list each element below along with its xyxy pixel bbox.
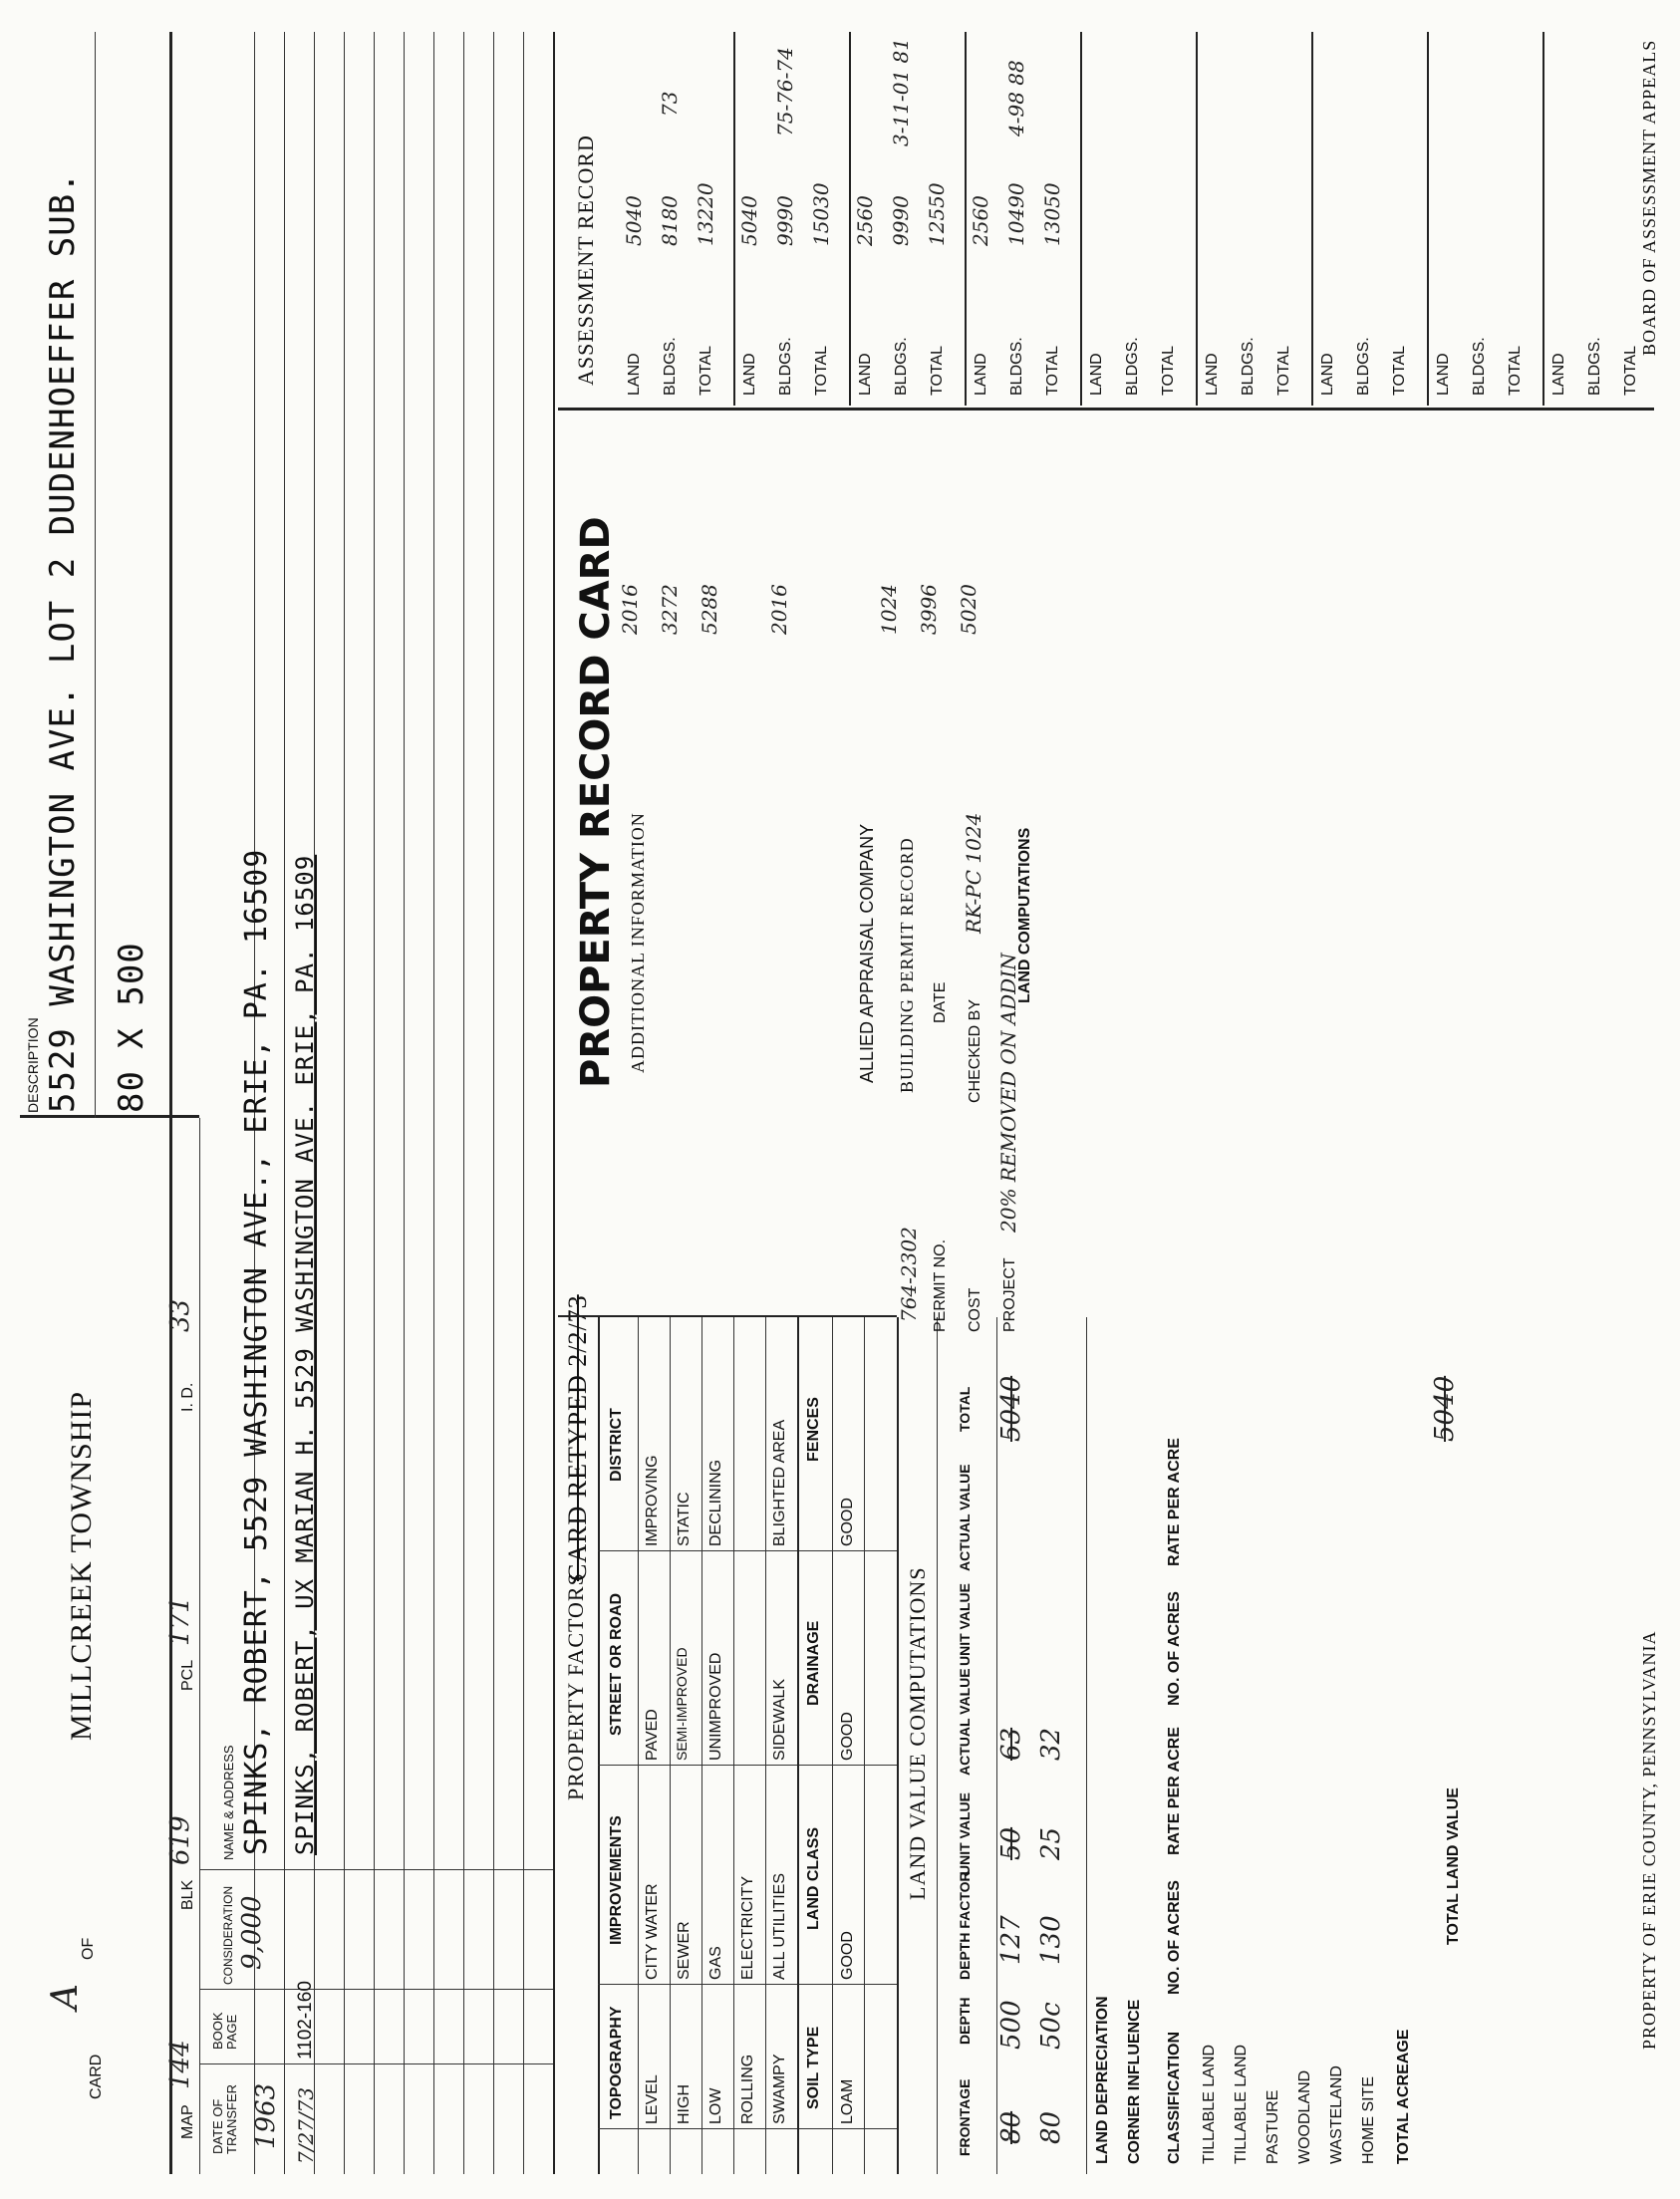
- total-land-value-1: 5040: [1430, 1375, 1460, 1442]
- class-wasteland: WASTELAND: [1328, 2065, 1345, 2164]
- lv-row-1-depth: 500: [996, 2000, 1026, 2050]
- lv-rate-header: RATE PER ACRE: [1166, 1727, 1183, 1855]
- ag7-land-label: LAND: [1319, 353, 1336, 396]
- transfer-row-2-name: SPINKS, ROBERT, UX MARIAN H. 5529 WASHINGTON AVE. ERIE, PA. 16509: [291, 854, 319, 1855]
- ag7-bldgs-label: BLDGS.: [1355, 337, 1372, 396]
- lv-depth-header: DEPTH: [957, 1997, 973, 2045]
- ag9-bldgs-label: BLDGS.: [1586, 337, 1603, 396]
- ag4-note: 4-98 88: [1004, 60, 1028, 137]
- ag3-bldgs: 9990: [889, 195, 913, 246]
- topography-swampy: SWAMPY: [771, 2054, 788, 2124]
- transfer-consideration-header: CONSIDERATION: [221, 1885, 235, 1985]
- land-value-title: LAND VALUE COMPUTATIONS: [905, 1566, 930, 1900]
- lv-depth-factor-header: DEPTH FACTOR: [957, 1871, 973, 1980]
- transfer-row-1-consideration: 9,000: [237, 1895, 267, 1970]
- assessment-group-6: [1196, 32, 1313, 406]
- add-fig-5: 1024: [877, 584, 901, 635]
- improvement-sewer: SEWER: [676, 1921, 693, 1980]
- topography-low: LOW: [707, 2087, 724, 2124]
- assessment-group-3: [849, 32, 967, 406]
- permit-no-label: PERMIT NO.: [932, 1238, 949, 1332]
- land-class-good: GOOD: [839, 1931, 856, 1980]
- lv-row-1-frontage: 80: [996, 2110, 1026, 2144]
- district-improving: IMPROVING: [644, 1455, 661, 1546]
- ag6-land-label: LAND: [1204, 353, 1221, 396]
- lv-row-1-actual: 63: [996, 1727, 1026, 1761]
- lv-row-1-total: 5040: [996, 1375, 1026, 1442]
- class-tillable-2: TILLABLE LAND: [1233, 2044, 1250, 2164]
- class-tillable-1: TILLABLE LAND: [1201, 2044, 1218, 2164]
- total-land-value-label: TOTAL LAND VALUE: [1445, 1787, 1462, 1945]
- ag3-total: 12550: [925, 182, 949, 246]
- lv-rate-2-header: RATE PER ACRE: [1166, 1438, 1183, 1566]
- lv-row-2-frontage: 80: [1036, 2110, 1066, 2144]
- ag1-note: 73: [658, 91, 682, 117]
- lv-acres-header: NO. OF ACRES: [1166, 1880, 1183, 1995]
- add-fig-1: 2016: [618, 584, 642, 635]
- transfer-name-header: NAME & ADDRESS: [221, 1745, 236, 1860]
- ag5-bldgs-label: BLDGS.: [1124, 337, 1141, 396]
- lv-acres-2-header: NO. OF ACRES: [1166, 1591, 1183, 1706]
- land-class-header: LAND CLASS: [805, 1826, 822, 1930]
- ag4-land: 2560: [969, 195, 992, 246]
- township: MILLCREEK TOWNSHIP: [65, 1390, 98, 1741]
- project-label: PROJECT: [1001, 1257, 1018, 1332]
- ag3-note: 3-11-01 81: [889, 38, 913, 146]
- assessment-group-9: [1542, 32, 1654, 406]
- topography-level: LEVEL: [644, 2074, 661, 2124]
- improvement-all-utilities: ALL UTILITIES: [771, 1873, 788, 1980]
- land-class-section: [1086, 1317, 1535, 2174]
- checked-by-value: RK-PC 1024: [962, 812, 985, 934]
- ag2-note: 75-76-74: [773, 47, 797, 137]
- street-sidewalk: SIDEWALK: [771, 1678, 788, 1761]
- lv-actual-value-header: ACTUAL VALUE: [957, 1668, 973, 1776]
- ag1-land-label: LAND: [626, 353, 643, 396]
- transfer-date-header: DATE OF TRANSFER: [210, 2083, 239, 2154]
- district-header: DISTRICT: [608, 1408, 625, 1482]
- lv-row-1-unit: 50: [996, 1826, 1026, 1860]
- improvement-city-water: CITY WATER: [644, 1883, 661, 1980]
- project-note: 20% REMOVED ON ADDIN: [996, 953, 1020, 1233]
- transfer-row-2-book: 1102-160: [295, 1981, 316, 2060]
- class-woodland: WOODLAND: [1296, 2069, 1313, 2164]
- ag8-total-label: TOTAL: [1507, 345, 1524, 396]
- land-value-headers: [937, 1317, 996, 2174]
- ag2-total-label: TOTAL: [813, 345, 830, 396]
- ag4-total: 13050: [1040, 182, 1064, 246]
- street-semi-improved: SEMI-IMPROVED: [674, 1647, 690, 1761]
- factors-title: PROPERTY FACTORS: [563, 1572, 588, 1800]
- street-header: STREET OR ROAD: [608, 1592, 625, 1736]
- lv-classification-header: CLASSIFICATION: [1166, 2031, 1183, 2164]
- lv-row-1-factor: 127: [996, 1915, 1026, 1965]
- ag6-bldgs-label: BLDGS.: [1240, 337, 1257, 396]
- topography-high: HIGH: [676, 2084, 693, 2124]
- ag9-total-label: TOTAL: [1622, 345, 1639, 396]
- improvements-header: IMPROVEMENTS: [608, 1815, 625, 1945]
- ag2-bldgs-label: BLDGS.: [777, 337, 794, 396]
- land-depreciation: LAND DEPRECIATION: [1094, 1996, 1111, 2164]
- of-label: OF: [80, 1937, 97, 1960]
- ag8-bldgs-label: BLDGS.: [1471, 337, 1488, 396]
- ag1-land: 5040: [622, 195, 646, 246]
- map-label: MAP: [179, 2104, 196, 2139]
- improvement-gas: GAS: [707, 1946, 724, 1980]
- ag3-land: 2560: [853, 195, 877, 246]
- project-code: 764-2302: [897, 1227, 921, 1322]
- description: 5529 WASHINGTON AVE. LOT 2 DUDENHOEFFER SUB.: [43, 171, 83, 1113]
- blk-label: BLK: [179, 1879, 196, 1910]
- assessment-table: [618, 32, 1654, 406]
- transfer-row-2-date: 7/27/73: [294, 2086, 318, 2164]
- lv-frontage-header: FRONTAGE: [957, 2078, 973, 2156]
- assessment-group-1: [618, 32, 735, 406]
- drainage-header: DRAINAGE: [805, 1620, 822, 1706]
- add-fig-6: 3996: [917, 584, 941, 635]
- ag1-total: 13220: [694, 182, 717, 246]
- building-permit-record: BUILDING PERMIT RECORD: [897, 837, 917, 1093]
- transfer-row-1-date: 1963: [251, 2082, 281, 2149]
- ag8-land-label: LAND: [1435, 353, 1452, 396]
- id-label: I. D.: [179, 1382, 196, 1412]
- ag2-total: 15030: [809, 182, 833, 246]
- checked-by-label: CHECKED BY: [967, 998, 983, 1103]
- cost-label: COST: [967, 1287, 983, 1332]
- ag4-land-label: LAND: [973, 353, 989, 396]
- card-retyped: CARD RETYPED 2/2/73: [563, 1294, 592, 1581]
- ag4-bldgs-label: BLDGS.: [1008, 337, 1025, 396]
- assessment-group-4: [965, 32, 1082, 406]
- property-of: PROPERTY OF ERIE COUNTY, PENNSYLVANIA: [1639, 1630, 1659, 2050]
- class-home-site: HOME SITE: [1360, 2075, 1377, 2164]
- lv-unit-value-2-header: UNIT VALUE: [957, 1583, 973, 1666]
- ag4-total-label: TOTAL: [1044, 345, 1061, 396]
- total-acreage: TOTAL ACREAGE: [1395, 2029, 1412, 2164]
- district-blighted-area: BLIGHTED AREA: [771, 1419, 788, 1546]
- lot-size: 80 X 500: [112, 942, 151, 1113]
- land-computations: LAND COMPUTATIONS: [1016, 827, 1033, 1003]
- add-fig-7: 5020: [957, 584, 980, 635]
- ag2-land-label: LAND: [741, 353, 758, 396]
- blk-number: 619: [165, 1815, 195, 1865]
- add-fig-2: 3272: [658, 584, 682, 635]
- map-number: 144: [165, 2040, 195, 2089]
- ag3-total-label: TOTAL: [929, 345, 946, 396]
- ag5-land-label: LAND: [1088, 353, 1105, 396]
- lv-row-2-unit: 25: [1036, 1826, 1066, 1860]
- ag7-total-label: TOTAL: [1391, 345, 1408, 396]
- ag9-land-label: LAND: [1550, 353, 1567, 396]
- lv-row-2-factor: 130: [1036, 1915, 1066, 1965]
- street-paved: PAVED: [644, 1709, 661, 1761]
- transfer-row-1-name: SPINKS, ROBERT, 5529 WASHINGTON AVE., ERIE, PA. 16509: [239, 848, 274, 1855]
- transfer-book-header: BOOK PAGE: [210, 2012, 239, 2050]
- soil-type-header: SOIL TYPE: [805, 2026, 822, 2109]
- assessment-group-8: [1427, 32, 1544, 406]
- ag1-total-label: TOTAL: [698, 345, 714, 396]
- ag4-bldgs: 10490: [1004, 182, 1028, 246]
- card-number: A: [45, 1984, 86, 2010]
- additional-figures: [618, 455, 1016, 635]
- land-value-rows: [996, 1317, 1086, 2174]
- improvement-electricity: ELECTRICITY: [739, 1875, 756, 1980]
- ag3-bldgs-label: BLDGS.: [893, 337, 910, 396]
- pcl-number: 171: [165, 1596, 195, 1646]
- assessment-title: ASSESSMENT RECORD: [573, 135, 598, 386]
- district-declining: DECLINING: [707, 1459, 724, 1546]
- ag3-land-label: LAND: [857, 353, 874, 396]
- ag1-bldgs-label: BLDGS.: [662, 337, 679, 396]
- drainage-good: GOOD: [839, 1712, 856, 1761]
- id-number: 33: [165, 1298, 195, 1332]
- record-card-title: PROPERTY RECORD CARD: [573, 516, 619, 1088]
- allied-company: ALLIED APPRAISAL COMPANY: [857, 823, 877, 1083]
- additional-information: ADDITIONAL INFORMATION: [628, 812, 648, 1073]
- soil-loam: LOAM: [839, 2078, 856, 2124]
- fences-header: FENCES: [805, 1397, 822, 1462]
- lv-unit-value-header: UNIT VALUE: [957, 1792, 973, 1875]
- ag5-total-label: TOTAL: [1160, 345, 1177, 396]
- permit-date-label: DATE: [932, 981, 949, 1023]
- class-pasture: PASTURE: [1264, 2089, 1281, 2164]
- lv-row-2-actual: 32: [1036, 1727, 1066, 1761]
- description-label: DESCRIPTION: [25, 1017, 41, 1113]
- ag2-land: 5040: [737, 195, 761, 246]
- board-of-assessment: BOARD OF ASSESSMENT APPEALS: [1639, 39, 1659, 356]
- corner-influence: CORNER INFLUENCE: [1126, 1999, 1143, 2164]
- pcl-label: PCL: [179, 1659, 196, 1691]
- lv-row-2-depth: 50c: [1036, 2002, 1066, 2050]
- street-unimproved: UNIMPROVED: [707, 1652, 724, 1761]
- ag1-bldgs: 8180: [658, 195, 682, 246]
- district-static: STATIC: [676, 1492, 693, 1546]
- assessment-group-5: [1080, 32, 1198, 406]
- add-fig-3: 5288: [698, 584, 721, 635]
- card-label: CARD: [88, 2054, 105, 2099]
- assessment-group-7: [1311, 32, 1429, 406]
- topography-rolling: ROLLING: [739, 2054, 756, 2124]
- lv-total-header: TOTAL: [957, 1386, 973, 1432]
- ag6-total-label: TOTAL: [1275, 345, 1292, 396]
- ag2-bldgs: 9990: [773, 195, 797, 246]
- lv-actual-value-2-header: ACTUAL VALUE: [957, 1464, 973, 1571]
- fences-good: GOOD: [839, 1498, 856, 1546]
- add-fig-4: 2016: [767, 584, 791, 635]
- assessment-group-2: [733, 32, 851, 406]
- topography-header: TOPOGRAPHY: [608, 2006, 625, 2119]
